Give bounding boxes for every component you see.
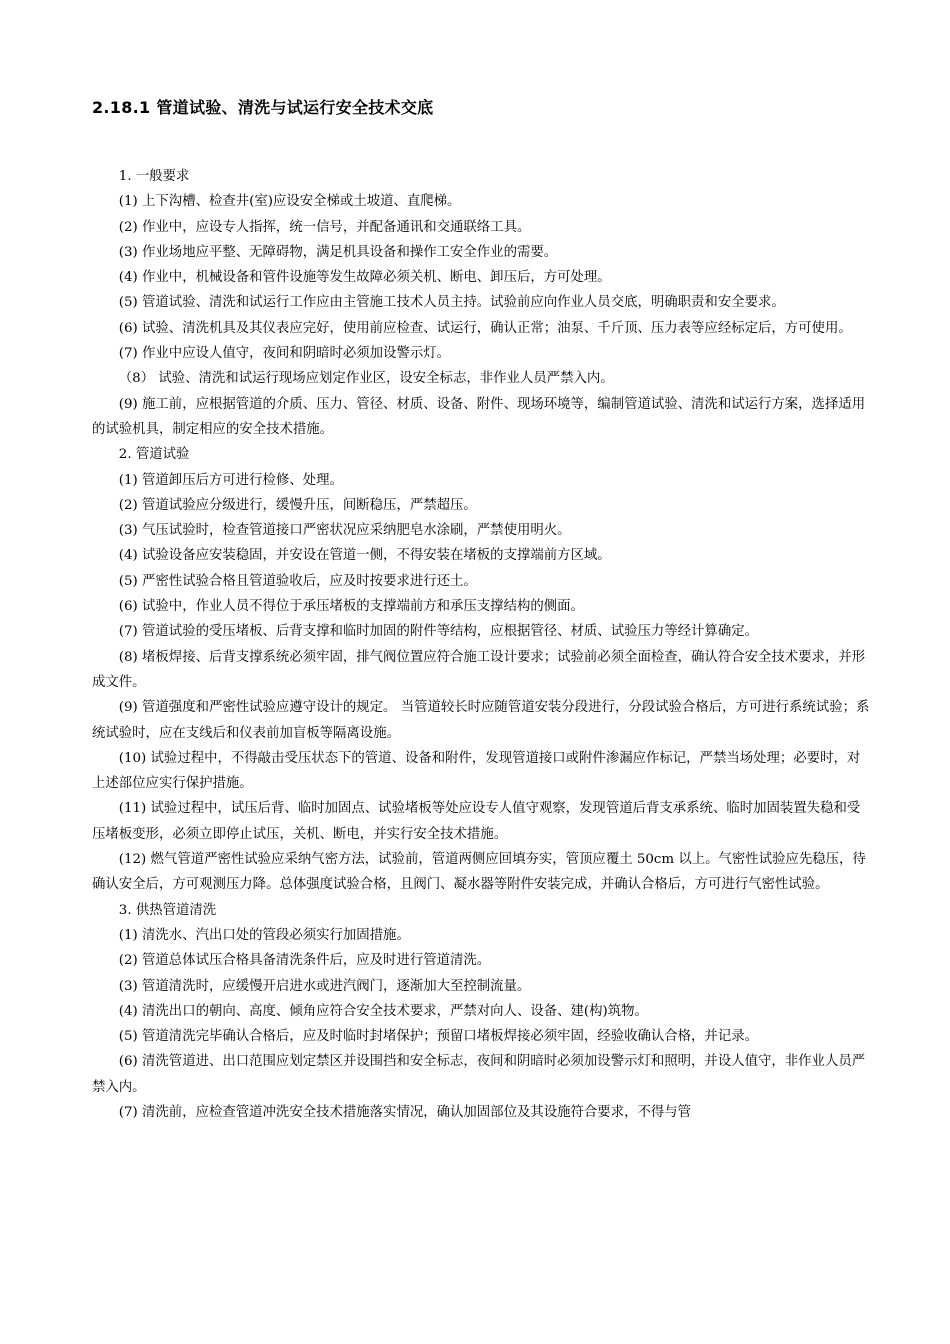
paragraph: (5) 管道清洗完毕确认合格后，应及时临时封堵保护；预留口堵板焊接必须牢固，经验收确认合格，并记录。 <box>118 1029 758 1045</box>
paragraph: (10) 试验过程中，不得敲击受压状态下的管道、设备和附件，发现管道接口或附件渗漏应作标记，严禁当场处理；必要时，对上述部位应实行保护措施。 <box>92 750 861 792</box>
paragraph: （8） 试验、清洗和试运行现场应划定作业区，设安全标志，非作业人员严禁入内。 <box>118 371 614 387</box>
paragraph: 2. 管道试验 <box>118 447 190 463</box>
paragraph: (9) 施工前，应根据管道的介质、压力、管径、材质、设备、附件、现场环境等，编制管道试验、清洗和试运行方案，选择适用的试验机具，制定相应的安全技术措施。 <box>92 396 866 437</box>
paragraph: (3) 作业场地应平整、无障碍物，满足机具设备和操作工安全作业的需要。 <box>118 244 558 260</box>
paragraph: 1. 一般要求 <box>118 169 190 184</box>
paragraph: (9) 管道强度和严密性试验应遵守设计的规定。 当管道较长时应随管道安装分段进行，分段试验合格后，方可进行系统试验；系统试验时，应在支线后和仪表前加盲板等隔离设施。 <box>92 700 870 741</box>
paragraph: (6) 试验、清洗机具及其仪表应完好，使用前应检查、试运行，确认正常；油泵、千斤顶、压力表等应经标定后，方可使用。 <box>118 320 852 336</box>
paragraph: (6) 清洗管道进、出口范围应划定禁区并设围挡和安全标志，夜间和阴暗时必须加设警示灯和照明，并设人值守，非作业人员严禁入内。 <box>92 1054 866 1095</box>
paragraph: (8) 堵板焊接、后背支撑系统必须牢固，排气阀位置应符合施工设计要求；试验前必须全面检查，确认符合安全技术要求，并形成文件。 <box>92 649 866 690</box>
paragraph: (3) 气压试验时，检查管道接口严密状况应采纳肥皂水涂刷，严禁使用明火。 <box>118 523 571 539</box>
paragraph: (1) 清洗水、汽出口处的管段必须实行加固措施。 <box>118 927 410 943</box>
paragraph: (7) 清洗前，应检查管道冲洗安全技术措施落实情况，确认加固部位及其设施符合要求，不得与管 <box>118 1104 692 1120</box>
paragraph: (7) 作业中应设人值守，夜间和阴暗时必须加设警示灯。 <box>118 346 451 362</box>
paragraph: (5) 管道试验、清洗和试运行工作应由主管施工技术人员主持。试验前应向作业人员交底，明确职责和安全要求。 <box>118 295 785 311</box>
paragraph: (4) 清洗出口的朝向、高度、倾角应符合安全技术要求，严禁对向人、设备、建(构)筑物。 <box>118 1003 648 1019</box>
paragraph: (12) 燃气管道严密性试验应采纳气密方法，试验前，管道两侧应回填夯实，管顶应覆土 50cm 以上。气密性试验应先稳压，待确认安全后，方可观测压力降。总体强度试验合格，且阀门、凝水器等附件安装完成，并确认合格后，方可进行气密性试验。 <box>92 852 866 893</box>
paragraph: (1) 管道卸压后方可进行检修、处理。 <box>118 472 343 488</box>
paragraph: (2) 管道总体试压合格具备清洗条件后，应及时进行管道清洗。 <box>118 953 491 969</box>
document-body <box>92 164 870 1125</box>
paragraph: (3) 管道清洗时，应缓慢开启进水或进汽阀门，逐渐加大至控制流量。 <box>118 978 531 994</box>
paragraph: (4) 试验设备应安装稳固，并安设在管道一侧，不得安装在堵板的支撑端前方区域。 <box>118 548 611 564</box>
section-title: 2.18.1 管道试验、清洗与试运行安全技术交底 <box>92 98 434 117</box>
paragraph: (11) 试验过程中，试压后背、临时加固点、试验堵板等处应设专人值守观察，发现管道后背支承系统、临时加固装置失稳和受压堵板变形，必须立即停止试压，关机、断电，并实行安全技术措施。 <box>92 801 861 842</box>
paragraph: 3. 供热管道清洗 <box>118 902 217 918</box>
paragraph: (5) 严密性试验合格且管道验收后，应及时按要求进行还土。 <box>118 573 477 589</box>
paragraph: (1) 上下沟槽、检查井(室)应设安全梯或土坡道、直爬梯。 <box>118 194 461 210</box>
paragraph: (7) 管道试验的受压堵板、后背支撑和临时加固的附件等结构，应根据管径、材质、试验压力等经计算确定。 <box>118 624 758 640</box>
paragraph: (2) 管道试验应分级进行，缓慢升压，间断稳压，严禁超压。 <box>118 497 477 513</box>
paragraph: (4) 作业中，机械设备和管件设施等发生故障必须关机、断电、卸压后，方可处理。 <box>118 270 611 286</box>
paragraph: (6) 试验中，作业人员不得位于承压堵板的支撑端前方和承压支撑结构的侧面。 <box>118 599 584 615</box>
paragraph: (2) 作业中，应设专人指挥，统一信号，并配备通讯和交通联络工具。 <box>118 219 531 235</box>
